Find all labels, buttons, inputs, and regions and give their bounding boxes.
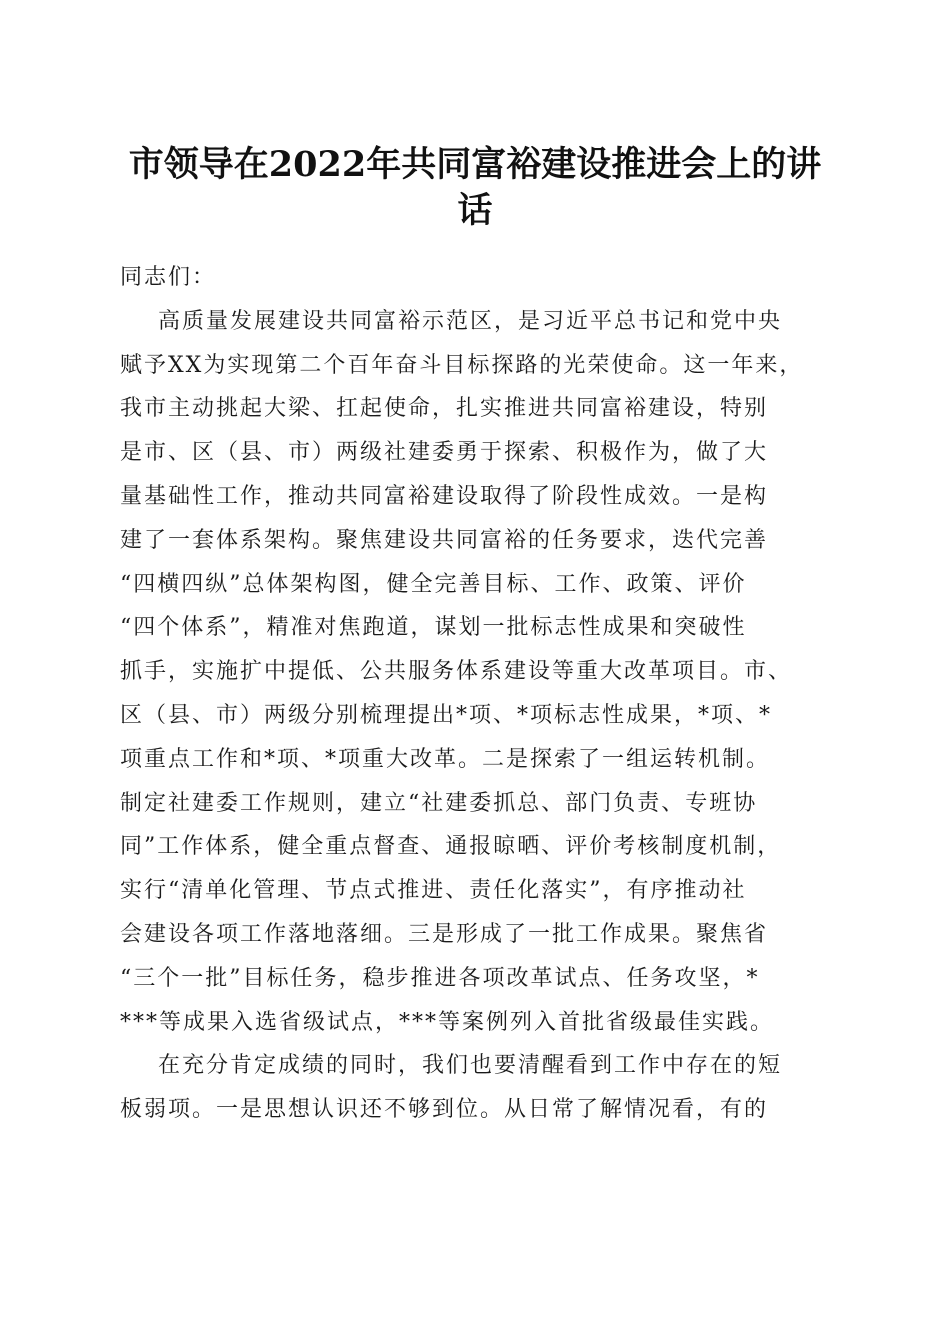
paragraph-line: 项重点工作和*项、*项重大改革。二是探索了一组运转机制。 xyxy=(120,746,771,772)
paragraph-line: 抓手，实施扩中提低、公共服务体系建设等重大改革项目。市、 xyxy=(120,659,793,685)
paragraph-line: 是市、区（县、市）两级社建委勇于探索、积极作为，做了大 xyxy=(120,440,769,466)
paragraph-2 xyxy=(120,1044,830,1132)
paragraph-line: “四横四纵”总体架构图，健全完善目标、工作、政策、评价 xyxy=(120,571,747,597)
title-line-2: 话 xyxy=(457,190,493,231)
paragraph-line: “三个一批”目标任务，稳步推进各项改革试点、任务攻坚，* xyxy=(120,965,760,991)
paragraph-line: 板弱项。一是思想认识还不够到位。从日常了解情况看，有的 xyxy=(120,1097,769,1123)
document-body xyxy=(120,256,830,1132)
paragraph-line: 会建设各项工作落地落细。三是形成了一批工作成果。聚焦省 xyxy=(120,921,769,947)
paragraph-line: 实行“清单化管理、节点式推进、责任化落实”，有序推动社 xyxy=(120,878,747,904)
paragraph-line: 高质量发展建设共同富裕示范区，是习近平总书记和党中央 xyxy=(158,308,783,334)
paragraph-line: 我市主动挑起大梁、扛起使命，扎实推进共同富裕建设，特别 xyxy=(120,396,769,422)
paragraph-1 xyxy=(120,300,830,1045)
paragraph-line: 赋予XX为实现第二个百年奋斗目标探路的光荣使命。这一年来， xyxy=(120,352,804,378)
paragraph-line: 建了一套体系架构。聚焦建设共同富裕的任务要求，迭代完善 xyxy=(120,527,769,553)
paragraph-line: 同”工作体系，健全重点督查、通报晾晒、评价考核制度机制， xyxy=(120,834,782,860)
paragraph-line: 量基础性工作，推动共同富裕建设取得了阶段性成效。一是构 xyxy=(120,483,769,509)
paragraph-line: “四个体系”，精准对焦跑道，谋划一批标志性成果和突破性 xyxy=(120,615,747,641)
title-line-1: 市领导在2022年共同富裕建设推进会上的讲 xyxy=(128,144,822,185)
paragraph-line: 制定社建委工作规则，建立“社建委抓总、部门负责、专班协 xyxy=(120,790,758,816)
paragraph-line: 在充分肯定成绩的同时，我们也要清醒看到工作中存在的短 xyxy=(158,1053,783,1079)
paragraph-line: 区（县、市）两级分别梳理提出*项、*项标志性成果，*项、* xyxy=(120,702,773,728)
document-title xyxy=(120,142,830,234)
paragraph-line: ***等成果入选省级试点，***等案例列入首批省级最佳实践。 xyxy=(120,1009,775,1035)
salutation: 同志们： xyxy=(120,265,217,290)
